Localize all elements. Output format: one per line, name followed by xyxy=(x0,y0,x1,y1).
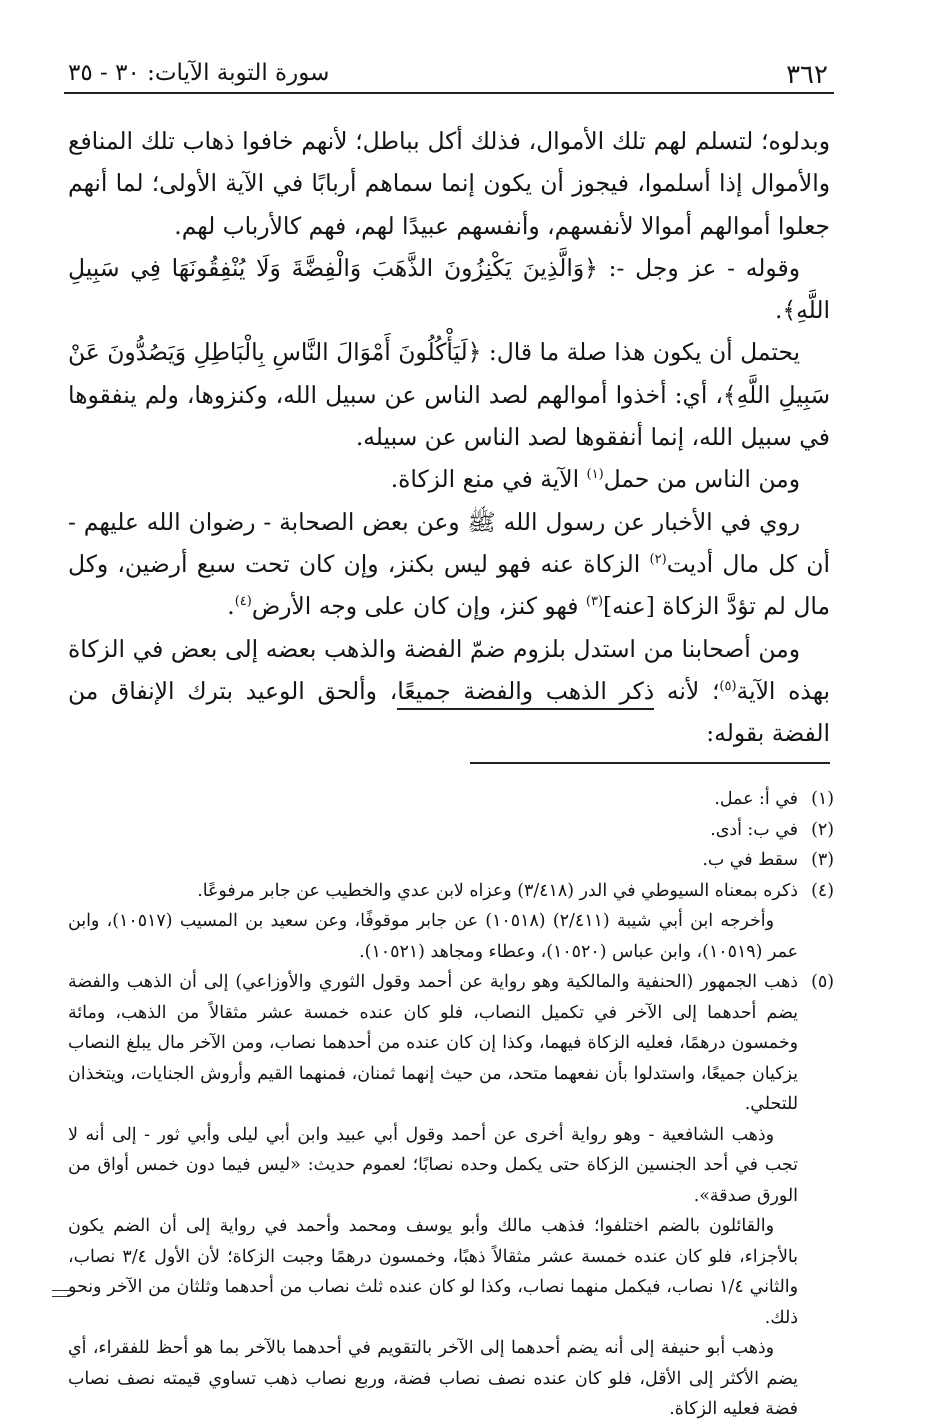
text-run: ، أي: أخذوا أموالهم لصد الناس عن سبيل الله، وكنزوها، ولم ينفقوها في سبيل الله، إنما أنفقوها لصد الناس عن سبيله. xyxy=(68,380,830,452)
paragraph xyxy=(68,458,830,500)
text-run: فهو كنز، وإن كان على وجه الأرض xyxy=(251,592,586,621)
footnote-paragraph: والقائلون بالضم اختلفوا؛ فذهب مالك وأبو يوسف ومحمد وأحمد في رواية إلى أن الضم يكون بالأجزاء، فلو كان عنده خمسة عشر مثقالاً ذهبًا، وخمسون درهمًا وجبت الزكاة؛ لأن الأول ٣/٤ نصاب، والثاني ١/٤ نصاب، فيكمل منهما نصاب، وكذا لو كان عنده ثلث نصاب من أحدهما وثلثان من الآخر ونحو ذلك. xyxy=(68,1216,798,1328)
main-text xyxy=(64,120,834,754)
footnote-text xyxy=(68,815,798,846)
footnote-ref[interactable]: (٣) xyxy=(585,594,604,610)
footnotes xyxy=(64,784,834,1425)
quran-verse: ﴿لَيَأْكُلُونَ أَمْوَالَ النَّاسِ بِالْبَاطِلِ وَيَصُدُّونَ عَنْ سَبِيلِ اللَّهِ﴾ xyxy=(68,338,830,409)
text-run: ومن الناس من حمل xyxy=(603,465,800,494)
text-run: . xyxy=(227,592,235,621)
underlined-phrase: ذكر الذهب والفضة جميعًا xyxy=(397,677,654,710)
footnote-text xyxy=(68,784,798,815)
page-number: ٣٦٢ xyxy=(786,60,828,90)
text-run: وقوله - عز وجل -: xyxy=(597,253,800,282)
paragraph xyxy=(68,501,830,628)
margin-mark xyxy=(52,1290,70,1297)
paragraph xyxy=(68,331,830,458)
footnote-paragraph: وأخرجه ابن أبي شيبة (٢/٤١١) (١٠٥١٨) عن جابر موقوفًا، وعن سعيد بن المسيب (١٠٥١٧)، وابن عمر (١٠٥١٩)، وابن عباس (١٠٥٢٠)، وعطاء ومجاهد (١٠٥٢١). xyxy=(68,911,798,962)
text-run: ؛ لأنه xyxy=(654,676,720,705)
text-run: الآية في منع الزكاة. xyxy=(390,465,587,494)
text-run: ومن أصحابنا من استدل بلزوم ضمّ الفضة والذهب بعضه إلى بعض في الزكاة بهذه الآية xyxy=(68,634,830,705)
footnote xyxy=(68,815,834,846)
footnote-separator xyxy=(470,762,830,764)
footnote xyxy=(68,967,834,1425)
footnote-paragraph: سقط في ب. xyxy=(702,850,798,871)
page-header xyxy=(64,48,834,94)
footnote-ref[interactable]: (٢) xyxy=(649,552,667,568)
footnote-paragraph: في أ: عمل. xyxy=(714,789,798,810)
footnote-number: (٥) xyxy=(811,972,834,993)
footnote-paragraph: في ب: أدى. xyxy=(710,819,798,840)
paragraph xyxy=(68,247,830,332)
text-run: ، وألحق الوعيد بترك الإنفاق من الفضة بقوله: xyxy=(68,676,830,748)
footnote-number: (٣) xyxy=(811,850,834,871)
footnote-paragraph: وذهب أبو حنيفة إلى أنه يضم أحدهما إلى الآخر بالتقويم في أحدهما بالآخر بما هو أحظ للفقراء، أي يضم الأكثر إلى الأقل، فلو كان عنده نصف نصاب فضة، وربع نصاب ذهب تساوي قيمته نصف نصاب فضة فعليه الزكاة. xyxy=(68,1338,798,1420)
footnote-paragraph: ذهب الجمهور (الحنفية والمالكية وهو رواية عن أحمد وقول الثوري والأوزاعي) إلى أن الذهب والفضة يضم أحدهما إلى الآخر في تكميل النصاب، فلو كان عنده خمسة عشر مثقالاً من الذهب، ومائة وخمسون درهمًا، فعليه الزكاة فيهما، وكذا إن كان عنده من أحدهما نصاب، ومن الآخر مال يبلغ النصاب يزكيان جميعًا، واستدلوا بأن نفعهما متحد، من حيث إنهما ثمنان، فمنهما القيم وأروش الجنايات، ويتخذان للتحلي. xyxy=(68,972,798,1115)
footnote-number: (٤) xyxy=(811,880,834,901)
paragraph: وبدلوه؛ لتسلم لهم تلك الأموال، فذلك أكل بباطل؛ لأنهم خافوا ذهاب تلك المنافع والأموال إذا أسلموا، فيجوز أن يكون إنما سماهم أربابًا في الآية الأولى؛ لما أنهم جعلوا أموالهم أموالا لأنفسهم، وأنفسهم عبيدًا لهم، فهم كالأرباب لهم. xyxy=(68,127,830,240)
footnote-paragraph: ذكره بمعناه السيوطي في الدر (٣/٤١٨) وعزاه لابن عدي والخطيب عن جابر مرفوعًا. xyxy=(197,880,798,901)
text-run: الزكاة عنه فهو ليس بكنز، وإن كان تحت سبع أرضين، وكل مال لم تؤدَّ الزكاة [عنه] xyxy=(68,549,830,621)
footnote-ref[interactable]: (٥) xyxy=(719,679,737,695)
footnote xyxy=(68,876,834,968)
footnote xyxy=(68,784,834,815)
paragraph xyxy=(68,628,830,755)
footnote-text xyxy=(68,876,798,968)
footnote-text xyxy=(68,845,798,876)
footnote-number: (٢) xyxy=(811,819,834,840)
quran-verse: ﴿وَالَّذِينَ يَكْنِزُونَ الذَّهَبَ وَالْفِضَّةَ وَلَا يُنْفِقُونَهَا فِي سَبِيلِ اللَّهِ﴾ xyxy=(68,253,830,325)
book-page xyxy=(64,48,834,1420)
footnote-ref[interactable]: (٤) xyxy=(234,594,252,610)
footnote-ref[interactable]: (١) xyxy=(586,467,604,483)
footnote-paragraph: وذهب الشافعية - وهو رواية أخرى عن أحمد وقول أبي عبيد وابن أبي ليلى وأبي ثور - إلى أنه لا تجب في أحد الجنسين الزكاة حتى يكمل وحده نصابًا؛ لعموم حديث: «ليس فيما دون خمس أواق من الورق صدقة». xyxy=(68,1124,798,1206)
footnote xyxy=(68,845,834,876)
text-run: روي في الأخبار عن رسول الله ﷺ وعن بعض الصحابة - رضوان الله عليهم - أن كل مال أديت xyxy=(68,507,830,578)
text-run: . xyxy=(774,296,783,325)
footnote-number: (١) xyxy=(811,789,834,810)
text-run: يحتمل أن يكون هذا صلة ما قال: xyxy=(481,338,800,367)
running-title: سورة التوبة الآيات: ٣٠ - ٣٥ xyxy=(68,60,330,86)
footnote-text xyxy=(68,967,798,1425)
